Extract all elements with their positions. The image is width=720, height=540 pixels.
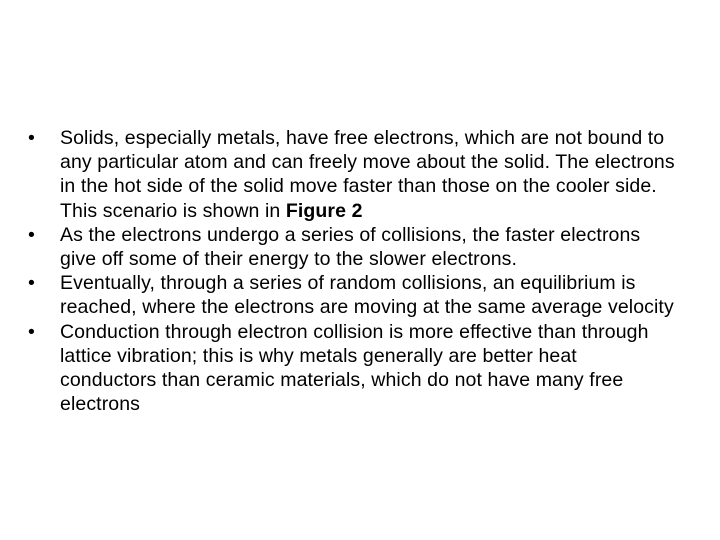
bullet-item-free-electrons bbox=[28, 126, 678, 223]
bullet-icon: • bbox=[28, 127, 35, 149]
bullet-list bbox=[28, 126, 678, 416]
bullet-text: Solids, especially metals, have free electrons, which are not bound to any particular atom and can freely move about the solid. The electrons in the hot side of the solid move faster than those on the cooler side. This scenario is shown in bbox=[60, 127, 675, 222]
bullet-icon: • bbox=[28, 272, 35, 295]
bullet-text: Conduction through electron collision is more effective than through lattice vibration; this is why metals generally are better heat conductors than ceramic materials, which do not have many free electrons bbox=[60, 320, 649, 416]
bullet-icon: • bbox=[28, 223, 35, 246]
bullet-icon: • bbox=[28, 320, 35, 343]
bullet-item-equilibrium bbox=[28, 271, 678, 319]
bullet-text: Eventually, through a series of random collisions, an equilibrium is reached, where the electrons are moving at the same average velocity bbox=[60, 272, 674, 319]
bullet-text: As the electrons undergo a series of collisions, the faster electrons give off some of their energy to the slower electrons. bbox=[60, 223, 641, 271]
bullet-item-collisions bbox=[28, 223, 678, 271]
figure-reference: Figure 2 bbox=[285, 199, 363, 222]
bullet-item-conduction bbox=[28, 320, 678, 417]
